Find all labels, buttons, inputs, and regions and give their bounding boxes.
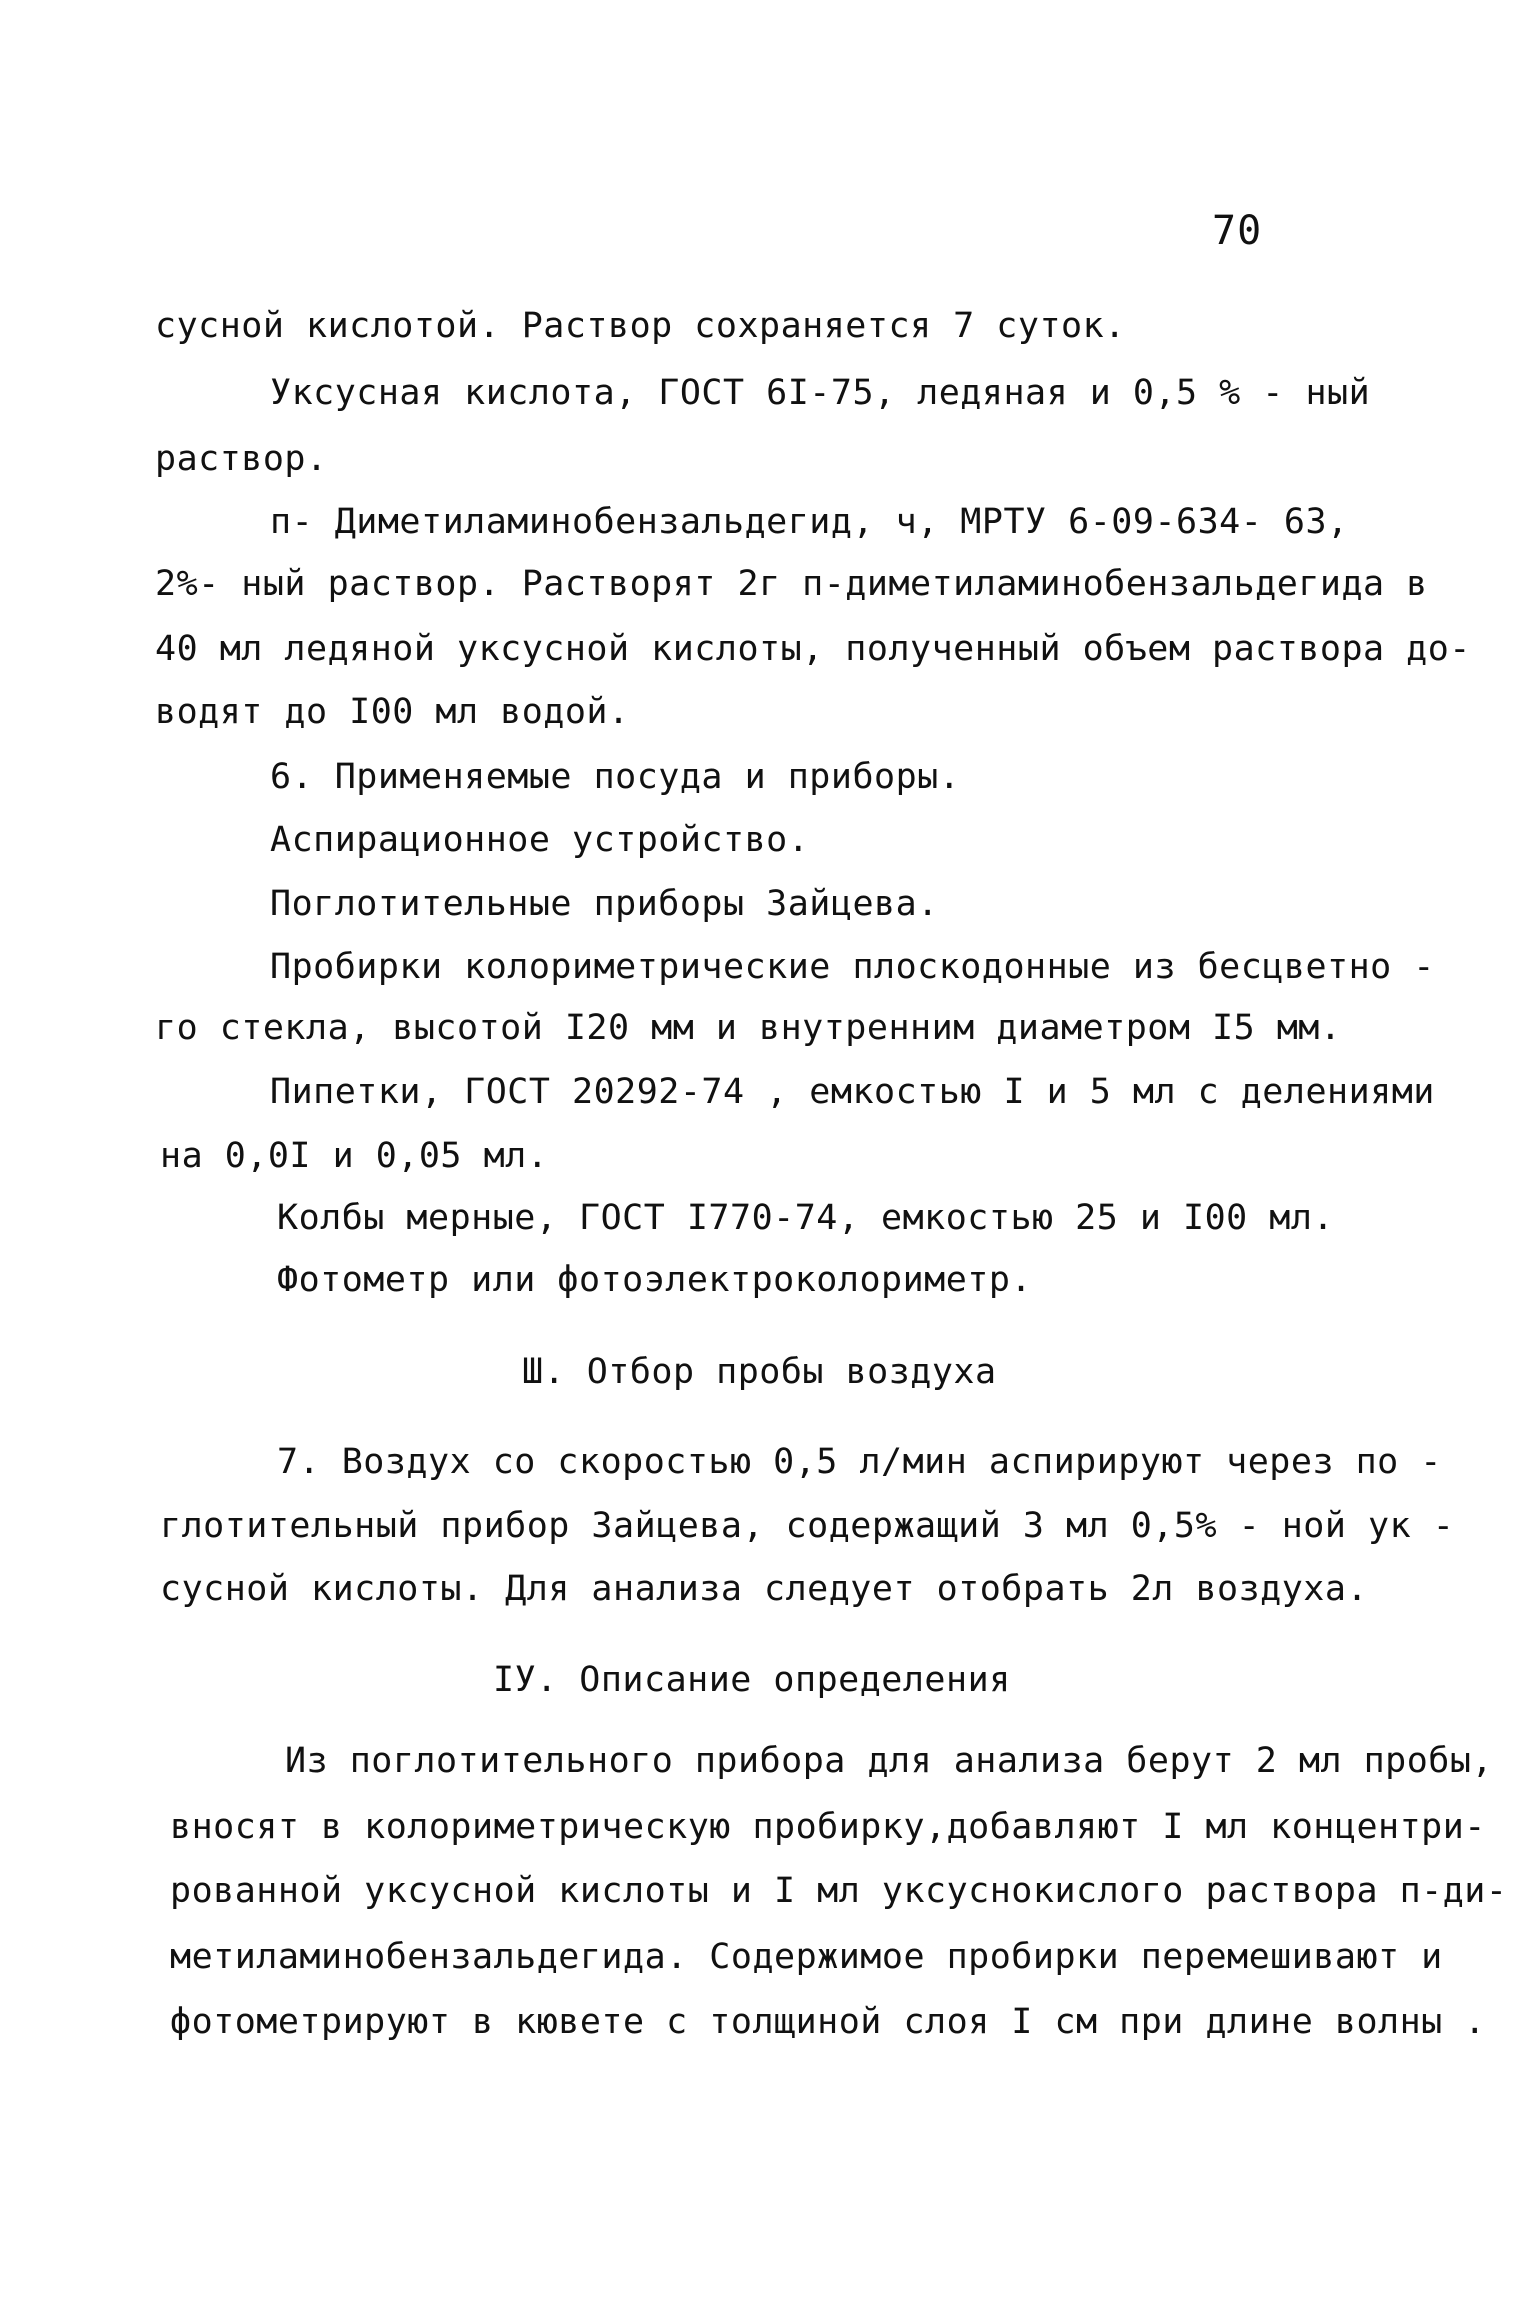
text-line-26: фотометрируют в кювете с толщиной слоя I см при длине волны .	[170, 2002, 1486, 2042]
text-line-18: 7. Воздух со скоростью 0,5 л/мин аспирируют через по -	[277, 1442, 1442, 1482]
text-line-1: сусной кислотой. Раствор сохраняется 7 суток.	[155, 306, 1126, 346]
text-line-19: глотительный прибор Зайцева, содержащий 3 мл 0,5% - ной ук -	[160, 1506, 1455, 1546]
text-line-5: 2%- ный раствор. Растворят 2г п-диметиламинобензальдегида в	[155, 564, 1428, 604]
text-line-2: Уксусная кислота, ГОСТ 6I-75, ледяная и 0,5 % - ный	[270, 373, 1371, 413]
text-line-14: на 0,0I и 0,05 мл.	[160, 1136, 549, 1176]
text-line-20: сусной кислоты. Для анализа следует отобрать 2л воздуха.	[160, 1569, 1369, 1609]
section-heading-3: Ш. Отбор пробы воздуха	[522, 1352, 997, 1392]
text-line-3: раствор.	[155, 439, 328, 479]
text-line-23: вносят в колориметрическую пробирку,добавляют I мл концентри-	[170, 1807, 1486, 1847]
text-line-11: Пробирки колориметрические плоскодонные из бесцветно -	[270, 947, 1435, 987]
text-line-15: Колбы мерные, ГОСТ I770-74, емкостью 25 и I00 мл.	[277, 1198, 1335, 1238]
text-line-24: рованной уксусной кислоты и I мл уксуснокислого раствора п-ди-	[170, 1871, 1508, 1911]
text-line-25: метиламинобензальдегида. Содержимое пробирки перемешивают и	[170, 1937, 1443, 1977]
page-number: 70	[1212, 208, 1263, 254]
text-line-12: го стекла, высотой I20 мм и внутренним диаметром I5 мм.	[155, 1008, 1342, 1048]
text-line-13: Пипетки, ГОСТ 20292-74 , емкостью I и 5 мл с делениями	[270, 1072, 1435, 1112]
text-line-9: Аспирационное устройство.	[270, 820, 810, 860]
text-line-16: Фотометр или фотоэлектроколориметр.	[277, 1260, 1033, 1300]
text-line-7: водят до I00 мл водой.	[155, 692, 630, 732]
text-line-8: 6. Применяемые посуда и приборы.	[270, 757, 961, 797]
section-heading-4: IУ. Описание определения	[493, 1660, 1011, 1700]
text-line-6: 40 мл ледяной уксусной кислоты, полученный объем раствора до-	[155, 629, 1471, 669]
text-line-4: п- Диметиламинобензальдегид, ч, МРТУ 6-09-634- 63,	[270, 502, 1349, 542]
text-line-22: Из поглотительного прибора для анализа берут 2 мл пробы,	[285, 1741, 1494, 1781]
text-line-10: Поглотительные приборы Зайцева.	[270, 884, 939, 924]
